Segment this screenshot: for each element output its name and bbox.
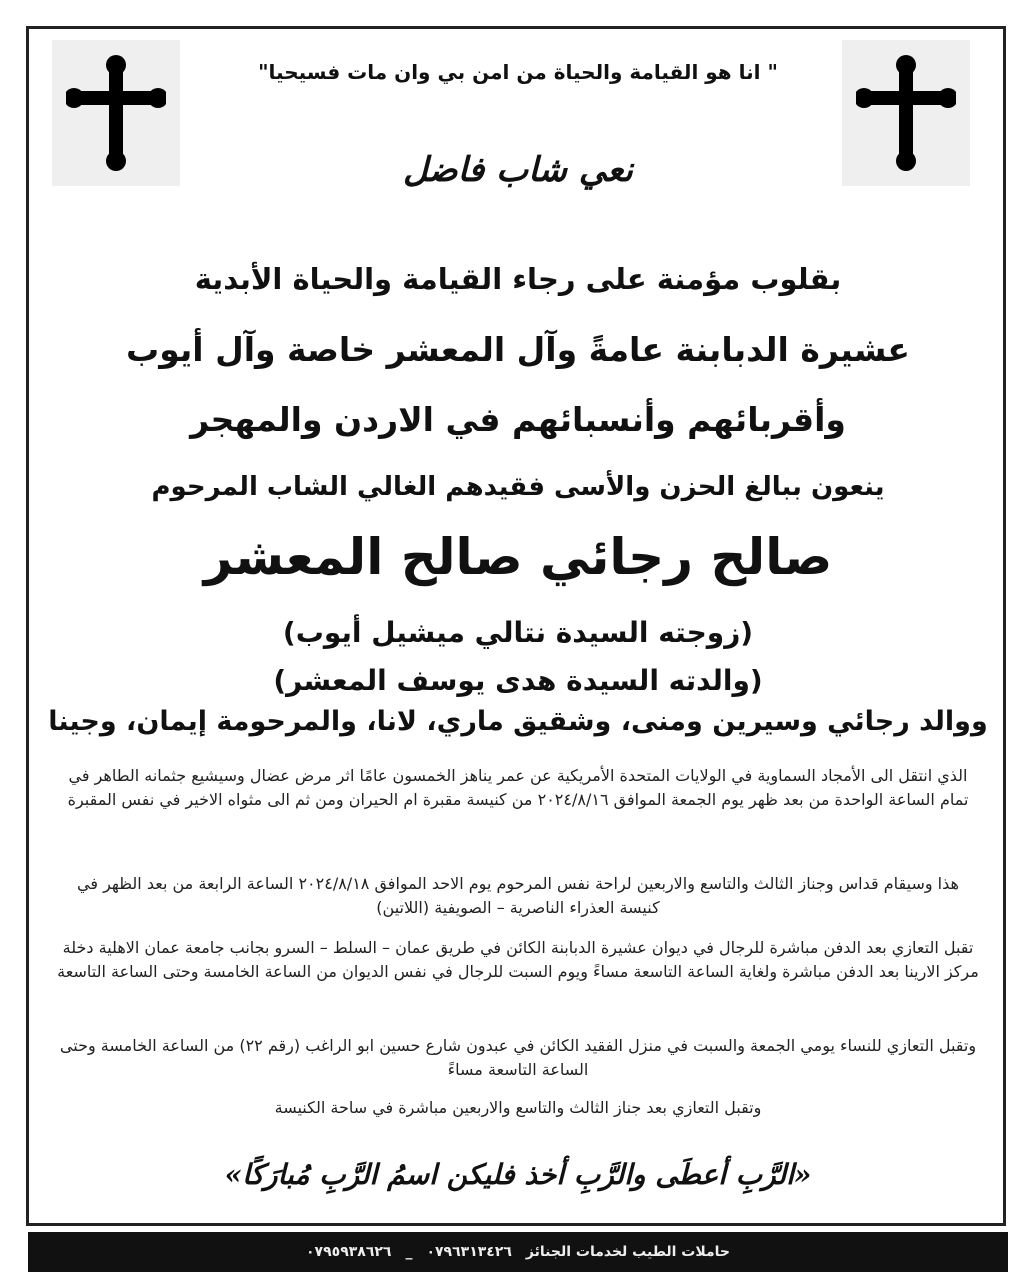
obituary-title: نعي شاب فاضل <box>403 150 633 190</box>
footer-phone-2: ٠٧٩٥٩٣٨٦٢٦ <box>306 1244 392 1260</box>
children-siblings-line: ووالد رجائي وسيرين ومنى، وشقيق ماري، لانا، والمرحومة إيمان، وجينا <box>48 706 988 737</box>
relatives-line: وأقربائهم وأنسبائهم في الاردن والمهجر <box>190 400 846 439</box>
footer-phone-1: ٠٧٩٦٣١٣٤٢٦ <box>426 1244 512 1260</box>
mother-line: (والدته السيدة هدى يوسف المعشر) <box>273 664 763 697</box>
footer-bar <box>28 1232 1008 1272</box>
condolences-women: وتقبل التعازي للنساء يومي الجمعة والسبت في منزل الفقيد الكائن في عبدون شارع حسين ابو الراغب (رقم ٢٢) من الساعة الخامسة وحتى الساعة التاسعة مساءً <box>59 1036 977 1079</box>
intro-line: بقلوب مؤمنة على رجاء القيامة والحياة الأبدية <box>194 262 842 296</box>
mass-details: هذا وسيقام قداس وجناز الثالث والتاسع والاربعين لراحة نفس المرحوم يوم الاحد الموافق ٢٠٢٤/٨/١٨ الساعة الرابعة من بعد الظهر في كنيسة العذراء الناصرية – الصويفية (اللاتين) <box>77 874 959 917</box>
wife-line: (زوجته السيدة نتالي ميشيل أيوب) <box>282 616 754 649</box>
closing-verse: «الرَّبِ أعطَى والرَّبِ أخذ فليكن اسمُ الرَّبِ مُبارَكًا» <box>224 1158 812 1191</box>
family-clans-line: عشيرة الدبابنة عامةً وآل المعشر خاصة وآل أيوب <box>126 330 910 369</box>
condolences-men: تقبل التعازي بعد الدفن مباشرة للرجال في ديوان عشيرة الدبابنة الكائن في طريق عمان – السلط – السرو بجانب جامعة عمان الاهلية دخلة مركز الارينا بعد الدفن مباشرة ولغاية الساعة التاسعة مساءً ويوم السبت للرجال في نفس الديوان من الساعة الخامسة وحتى الساعة التاسعة <box>57 938 979 981</box>
mourning-line: ينعون ببالغ الحزن والأسى فقيدهم الغالي الشاب المرحوم <box>151 472 885 502</box>
funeral-details: الذي انتقل الى الأمجاد السماوية في الولايات المتحدة الأمريكية عن عمر يناهز الخمسون عامًا اثر مرض عضال وسيشيع جثمانه الطاهر في تمام الساعة الواحدة من بعد ظهر يوم الجمعة الموافق ٢٠٢٤/٨/١٦ من كنيسة مقبرة ام الحيران ومن ثم الى مثواه الاخير في نفس المقبرة <box>67 766 969 809</box>
deceased-name: صالح رجائي صالح المعشر <box>203 528 833 586</box>
condolences-church: وتقبل التعازي بعد جناز الثالث والتاسع والاربعين مباشرة في ساحة الكنيسة <box>274 1098 762 1117</box>
footer-label: حاملات الطيب لخدمات الجنائز <box>525 1244 730 1260</box>
footer-separator: _ <box>405 1244 413 1260</box>
scripture-verse: " انا هو القيامة والحياة من امن بي وان مات فسيحيا" <box>258 60 778 84</box>
